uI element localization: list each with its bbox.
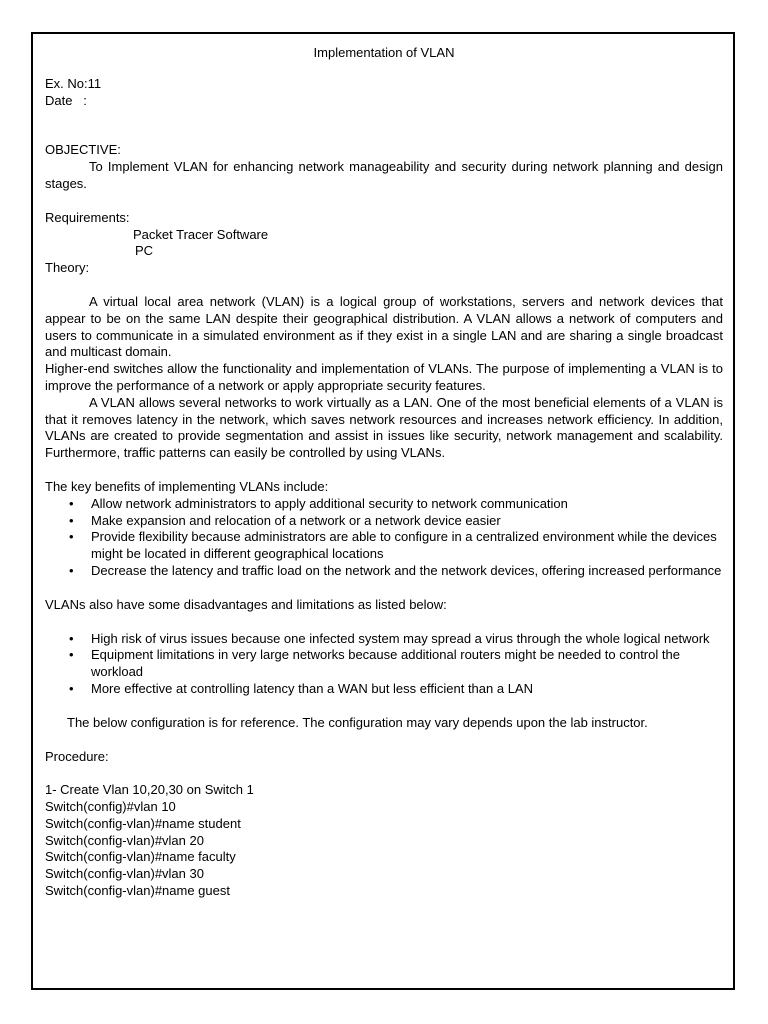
config-line: Switch(config-vlan)#name student: [45, 815, 241, 831]
procedure-heading: Procedure:: [45, 748, 109, 764]
procedure-step-title: 1- Create Vlan 10,20,30 on Switch 1: [45, 782, 254, 798]
disadvantages-list: [45, 631, 723, 698]
configuration-note: The below configuration is for reference. The configuration may vary depends upon the lab instructor.: [67, 714, 648, 730]
config-line: Switch(config-vlan)#name guest: [45, 883, 230, 899]
requirement-item: Packet Tracer Software: [133, 226, 269, 242]
list-item: • Allow network administrators to apply additional security to network communication: [91, 496, 723, 513]
list-item: • Decrease the latency and traffic load on the network and the network devices, offering increased performance: [91, 563, 723, 580]
document-content: [45, 45, 723, 900]
requirements-heading: Requirements:: [45, 209, 130, 225]
theory-heading: Theory:: [45, 260, 90, 276]
requirement-item: PC: [135, 243, 154, 259]
config-line: Switch(config-vlan)#name faculty: [45, 849, 236, 865]
list-item: • More effective at controlling latency than a WAN but less efficient than a LAN: [91, 681, 723, 698]
list-item: • Equipment limitations in very large networks because additional routers might be needed to control the workload: [91, 647, 723, 681]
exercise-number: Ex. No:11: [45, 75, 102, 91]
date-label: Date :: [45, 92, 87, 108]
page-title: Implementation of VLAN: [313, 45, 455, 60]
theory-paragraph-3: A VLAN allows several networks to work virtually as a LAN. One of the most beneficial elements of a VLAN is that it removes latency in the network, which saves network resources and increases network efficiency. In addition, VLANs are created to provide segmentation and assist in issues like security, network management and scalability. Furthermore, traffic patterns can easily be controlled by using VLANs.: [45, 394, 723, 461]
list-item: • Provide flexibility because administrators are able to configure in a centralized environment while the devices might be located in different geographical locations: [91, 529, 723, 563]
list-item: • Make expansion and relocation of a network or a network device easier: [91, 513, 723, 530]
config-line: Switch(config-vlan)#vlan 30: [45, 866, 204, 882]
list-item: • High risk of virus issues because one infected system may spread a virus through the whole logical network: [91, 631, 723, 648]
benefits-intro: The key benefits of implementing VLANs include:: [45, 478, 329, 494]
objective-heading: OBJECTIVE:: [45, 142, 121, 158]
objective-text: To Implement VLAN for enhancing network manageability and security during network planning and design stages.: [45, 159, 723, 191]
disadvantages-intro: VLANs also have some disadvantages and limitations as listed below:: [45, 596, 447, 612]
theory-paragraph-1: A virtual local area network (VLAN) is a logical group of workstations, servers and network devices that appear to be on the same LAN despite their geographical distribution. A VLAN allows a network of computers and users to communicate in a simulated environment as if they exist in a single LAN and are sharing a single broadcast and multicast domain.: [45, 293, 723, 360]
benefits-list: [45, 496, 723, 580]
config-line: Switch(config)#vlan 10: [45, 799, 176, 815]
theory-paragraph-2: Higher-end switches allow the functionality and implementation of VLANs. The purpose of implementing a VLAN is to improve the performance of a network or apply appropriate security features.: [45, 361, 723, 393]
config-line: Switch(config-vlan)#vlan 20: [45, 832, 204, 848]
